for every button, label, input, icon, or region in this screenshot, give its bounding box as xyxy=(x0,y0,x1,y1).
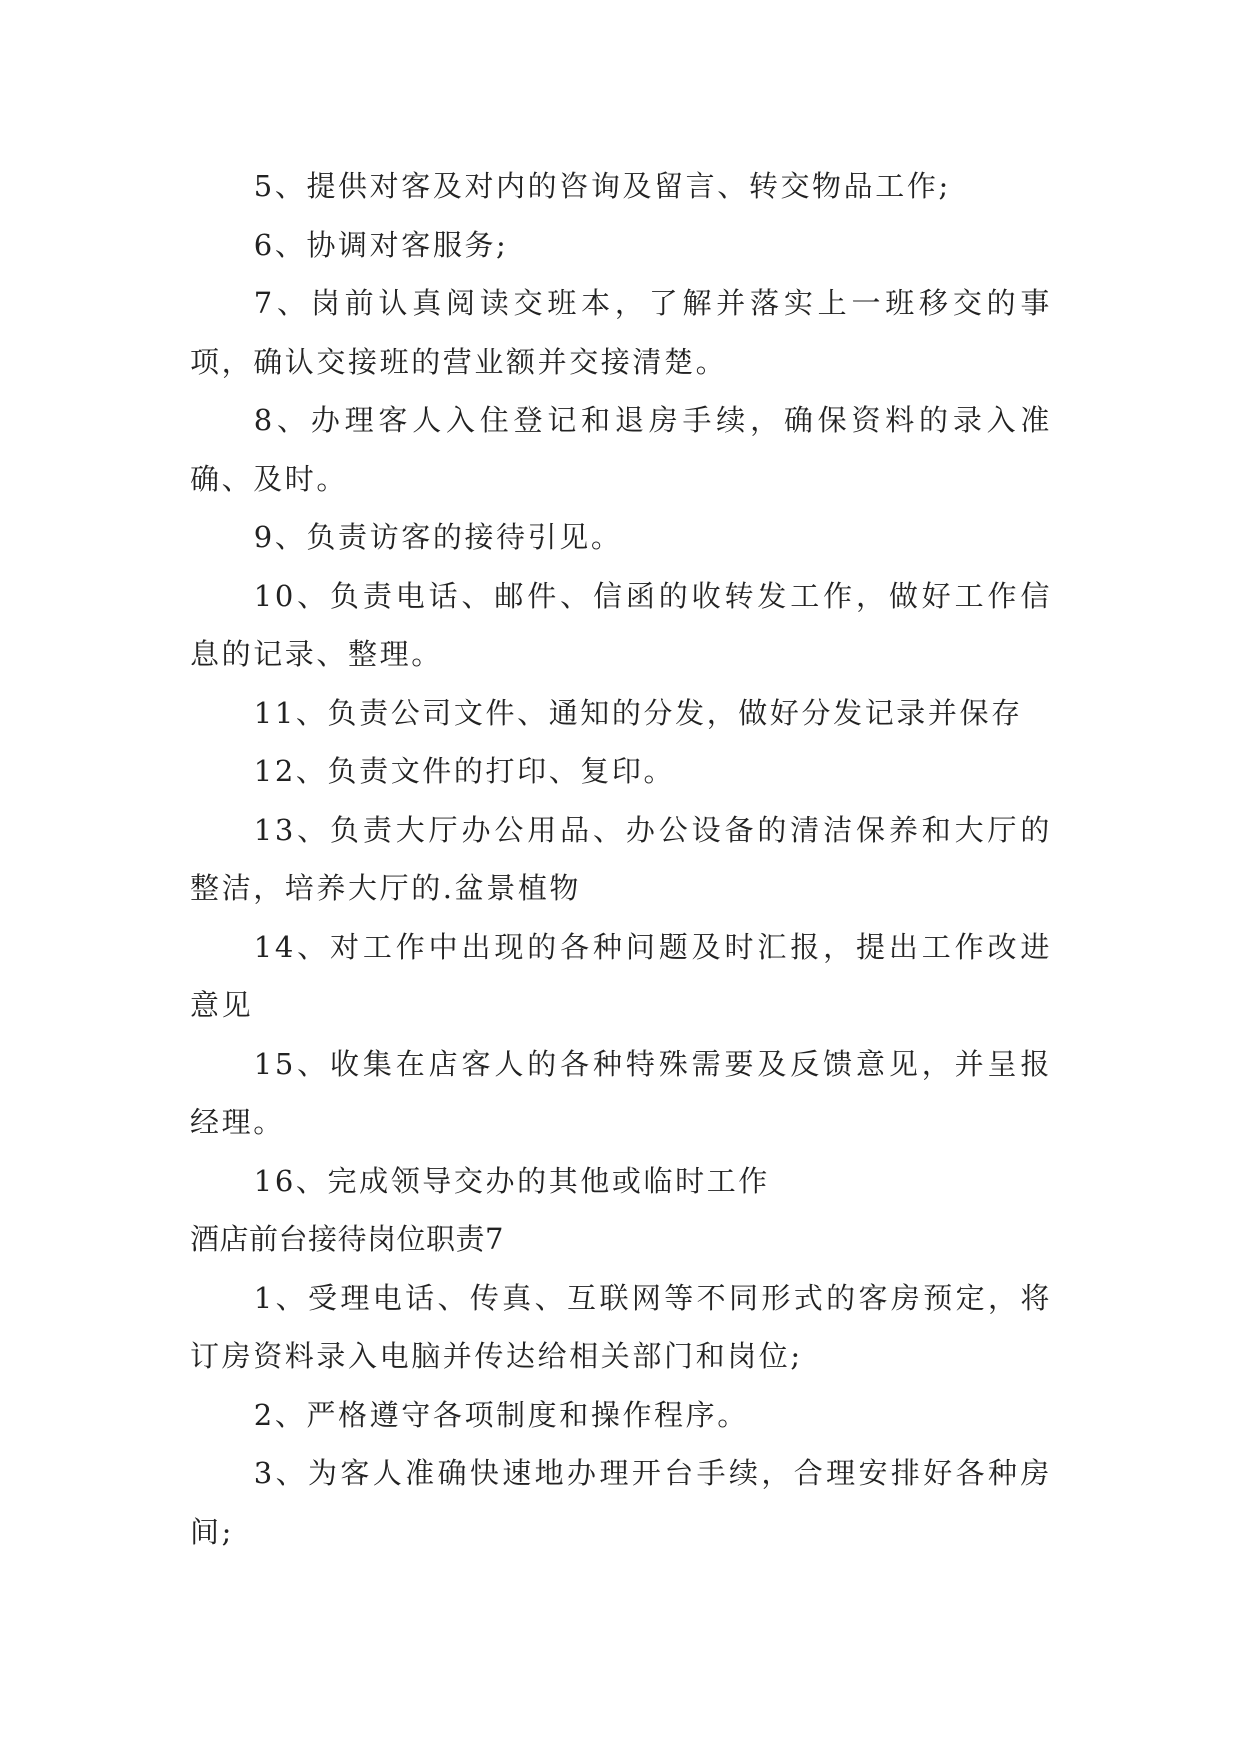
paragraph-item-6: 6、协调对客服务; xyxy=(253,227,509,262)
paragraph-item-10: 10、负责电话、邮件、信函的收转发工作，做好工作信息的记录、整理。 xyxy=(190,578,1052,671)
paragraph-item-5: 5、提供对客及对内的咨询及留言、转交物品工作; xyxy=(253,169,951,203)
paragraph-item-16: 16、完成领导交办的其他或临时工作 xyxy=(253,1163,770,1198)
paragraph-item-b1: 1、受理电话、传真、互联网等不同形式的客房预定，将订房资料录入电脑并传达给相关部门和岗位; xyxy=(190,1280,1052,1373)
paragraph-item-14: 14、对工作中出现的各种问题及时汇报，提出工作改进意见 xyxy=(190,929,1052,1022)
paragraph-item-b2: 2、严格遵守各项制度和操作程序。 xyxy=(253,1397,749,1432)
document-body xyxy=(190,157,1052,1561)
paragraph-item-8: 8、办理客人入住登记和退房手续，确保资料的录入准确、及时。 xyxy=(190,403,1052,496)
paragraph-item-7: 7、岗前认真阅读交班本，了解并落实上一班移交的事项，确认交接班的营业额并交接清楚。 xyxy=(190,286,1052,379)
paragraph-item-13: 13、负责大厅办公用品、办公设备的清洁保养和大厅的整洁，培养大厅的.盆景植物 xyxy=(190,812,1052,905)
paragraph-item-15: 15、收集在店客人的各种特殊需要及反馈意见，并呈报经理。 xyxy=(190,1046,1052,1139)
paragraph-item-b3: 3、为客人准确快速地办理开台手续，合理安排好各种房间; xyxy=(190,1456,1052,1549)
paragraph-item-12: 12、负责文件的打印、复印。 xyxy=(253,754,676,788)
paragraph-item-11: 11、负责公司文件、通知的分发，做好分发记录并保存 xyxy=(253,695,1023,730)
section-heading: 酒店前台接待岗位职责7 xyxy=(190,1222,504,1256)
paragraph-item-9: 9、负责访客的接待引见。 xyxy=(253,520,623,554)
